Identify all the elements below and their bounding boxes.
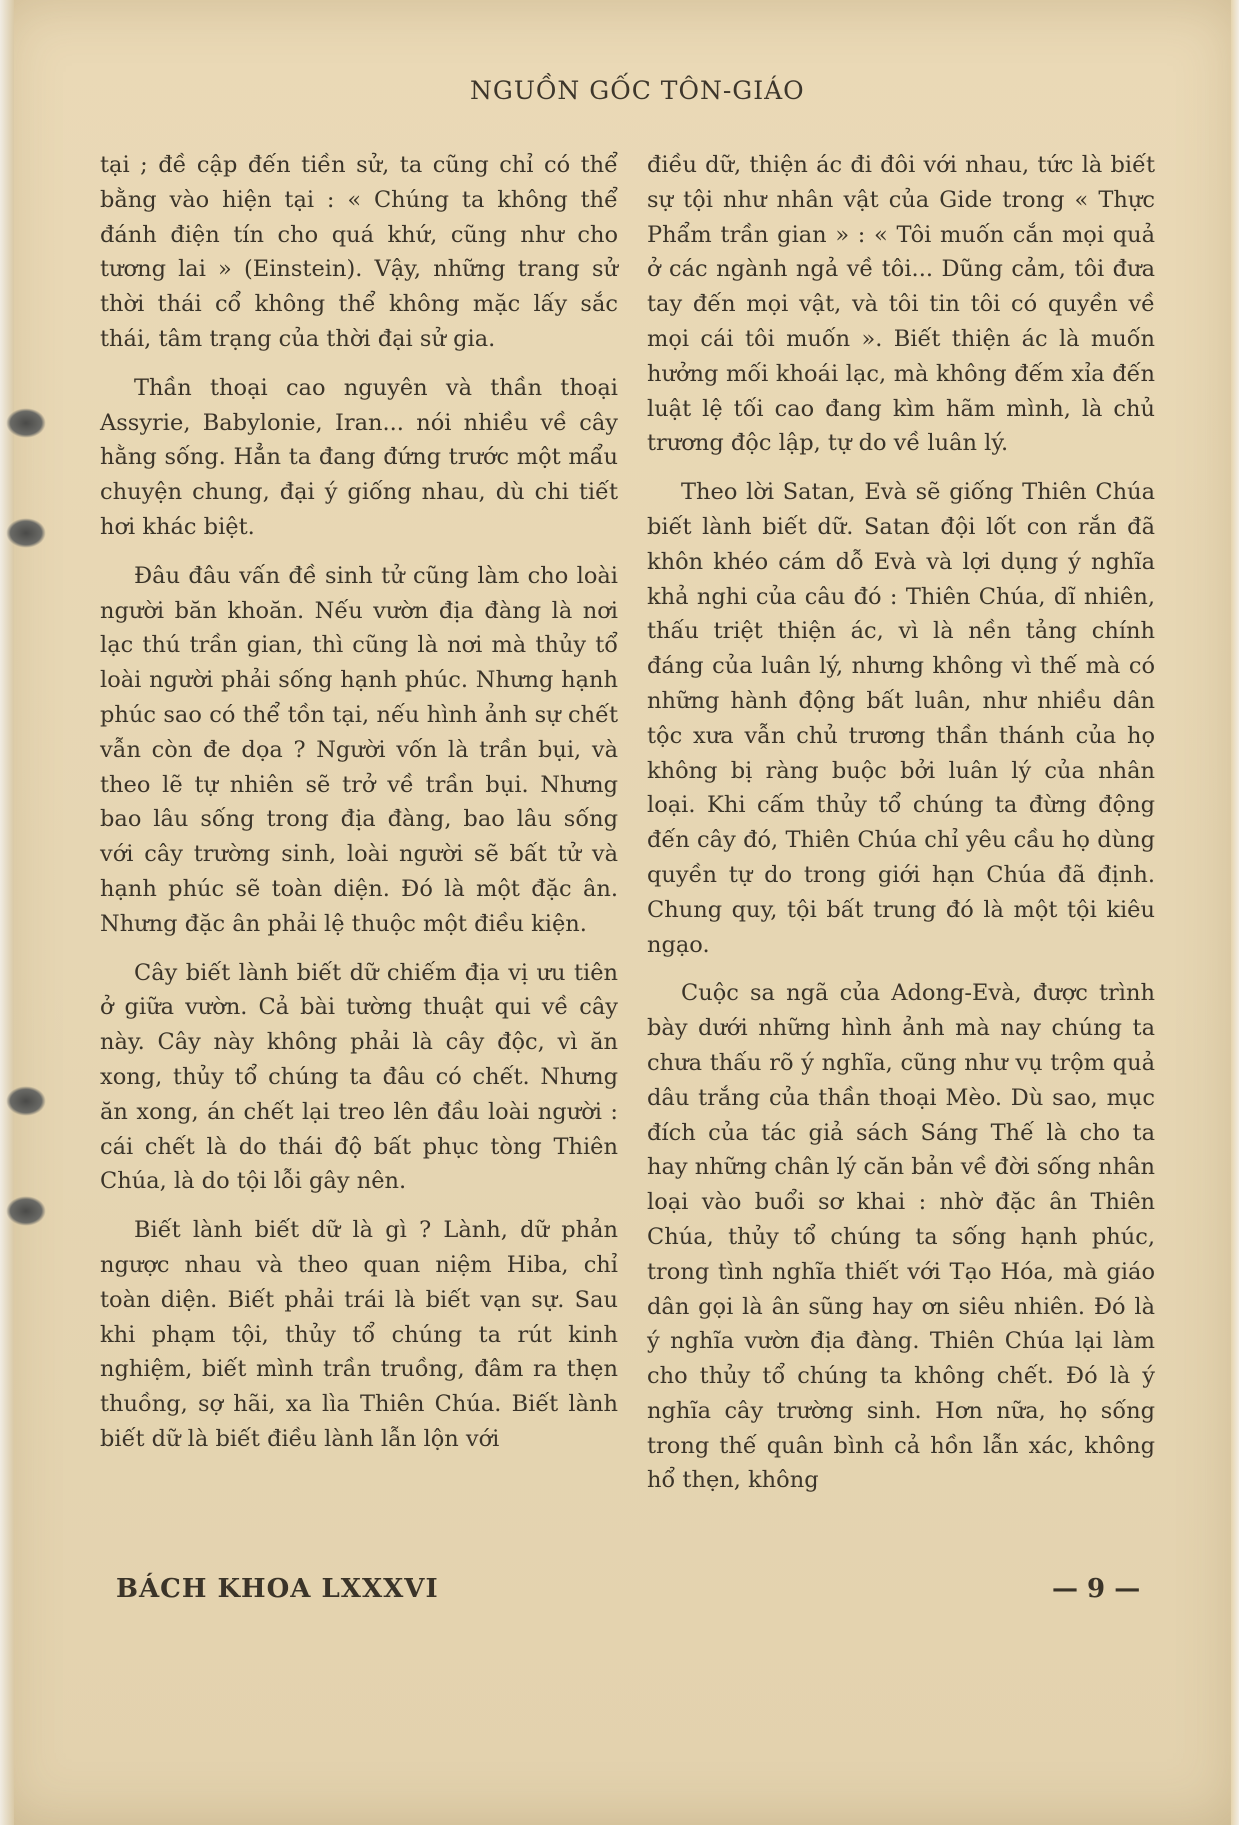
paragraph: Cuộc sa ngã của Adong-Evà, được trình bày dưới những hình ảnh mà nay chúng ta chưa thấu rõ ý nghĩa, cũng như vụ trộm quả dâu trắng của thần thoại Mèo. Dù sao, mục đích của tác giả sách Sáng Thế là cho ta hay những chân lý căn bản về đời sống nhân loại vào buổi sơ khai : nhờ đặc ân Thiên Chúa, thủy tổ chúng ta sống hạnh phúc, trong tình nghĩa thiết với Tạo Hóa, mà giáo dân gọi là ân sũng hay ơn siêu nhiên. Đó là ý nghĩa vườn địa đàng. Thiên Chúa lại làm cho thủy tổ chúng ta không chết. Đó là ý nghĩa cây trường sinh. Hơn nữa, họ sống trong thế quân bình cả hồn lẫn xác, không hổ thẹn, không [647,980,1155,1494]
running-header: NGUỒN GỐC TÔN-GIÁO [470,76,805,105]
paragraph: điều dữ, thiện ác đi đôi với nhau, tức là biết sự tội như nhân vật của Gide trong « Thực Phẩm trần gian » : « Tôi muốn cắn mọi quả ở các ngành ngả về tôi... Dũng cảm, tôi đưa tay đến mọi vật, và tôi tin tôi có quyền về mọi cái tôi muốn ». Biết thiện ác là muốn hưởng mối khoái lạc, mà không đếm xỉa đến luật lệ tối cao đang kìm hãm mình, là chủ trương độc lập, tự do về luân lý. [647,152,1155,457]
left-column [100,148,618,1471]
paragraph: Biết lành biết dữ là gì ? Lành, dữ phản ngược nhau và theo quan niệm Hiba, chỉ toàn diện. Biết phải trái là biết vạn sự. Sau khi phạm tội, thủy tổ chúng ta rút kinh nghiệm, biết mình trần truồng, đâm ra thẹn thuồng, sợ hãi, xa lìa Thiên Chúa. Biết lành biết dữ là biết điều lành lẫn lộn với [100,1217,618,1452]
binding-edge [0,0,14,1825]
magazine-title: BÁCH KHOA LXXXVI [116,1574,439,1604]
binding-hole [6,518,46,548]
paragraph: tại ; đề cập đến tiền sử, ta cũng chỉ có thể bằng vào hiện tại : « Chúng ta không thể đánh điện tín cho quá khứ, cũng như cho tương lai » (Einstein). Vậy, những trang sử thời thái cổ không thể không mặc lấy sắc thái, tâm trạng của thời đại sử gia. [100,152,618,352]
paragraph: Theo lời Satan, Evà sẽ giống Thiên Chúa biết lành biết dữ. Satan đội lốt con rắn đã khôn khéo cám dỗ Evà và lợi dụng ý nghĩa khả nghi của câu đó : Thiên Chúa, dĩ nhiên, thấu triệt thiện ác, vì là nền tảng chính đáng của luân lý, nhưng không vì thế mà có những hành động bất luân, như nhiều dân tộc xưa vẫn chủ trương thần thánh của họ không bị ràng buộc bởi luân lý của nhân loại. Khi cấm thủy tổ chúng ta đừng động đến cây đó, Thiên Chúa chỉ yêu cầu họ dùng quyền tự do trong giới hạn Chúa đã định. Chung quy, tội bất trung đó là một tội kiêu ngạo. [647,479,1155,958]
paragraph: Đâu đâu vấn đề sinh tử cũng làm cho loài người băn khoăn. Nếu vườn địa đàng là nơi lạc thú trần gian, thì cũng là nơi mà thủy tổ loài người phải sống hạnh phúc. Nhưng hạnh phúc sao có thể tồn tại, nếu hình ảnh sự chết vẫn còn đe dọa ? Người vốn là trần bụi, và theo lẽ tự nhiên sẽ trở về trần bụi. Nhưng bao lâu sống trong địa đàng, bao lâu sống với cây trường sinh, loài người sẽ bất tử và hạnh phúc sẽ toàn diện. Đó là một đặc ân. Nhưng đặc ân phải lệ thuộc một điều kiện. [100,562,618,937]
page-edge [1231,0,1239,1825]
right-column [647,148,1155,1512]
binding-hole [6,1196,46,1226]
page-number: — 9 — [1052,1574,1141,1604]
paragraph: Cây biết lành biết dữ chiếm địa vị ưu tiên ở giữa vườn. Cả bài tường thuật qui về cây này. Cây này không phải là cây độc, vì ăn xong, thủy tổ chúng ta đâu có chết. Nhưng ăn xong, án chết lại treo lên đầu loài người : cái chết là do thái độ bất phục tòng Thiên Chúa, là do tội lỗi gây nên. [100,959,618,1195]
binding-hole [6,1086,46,1116]
binding-hole [6,408,46,438]
paragraph: Thần thoại cao nguyên và thần thoại Assyrie, Babylonie, Iran... nói nhiều về cây hằng sống. Hẳn ta đang đứng trước một mẩu chuyện chung, đại ý giống nhau, dù chi tiết hơi khác biệt. [100,374,618,540]
